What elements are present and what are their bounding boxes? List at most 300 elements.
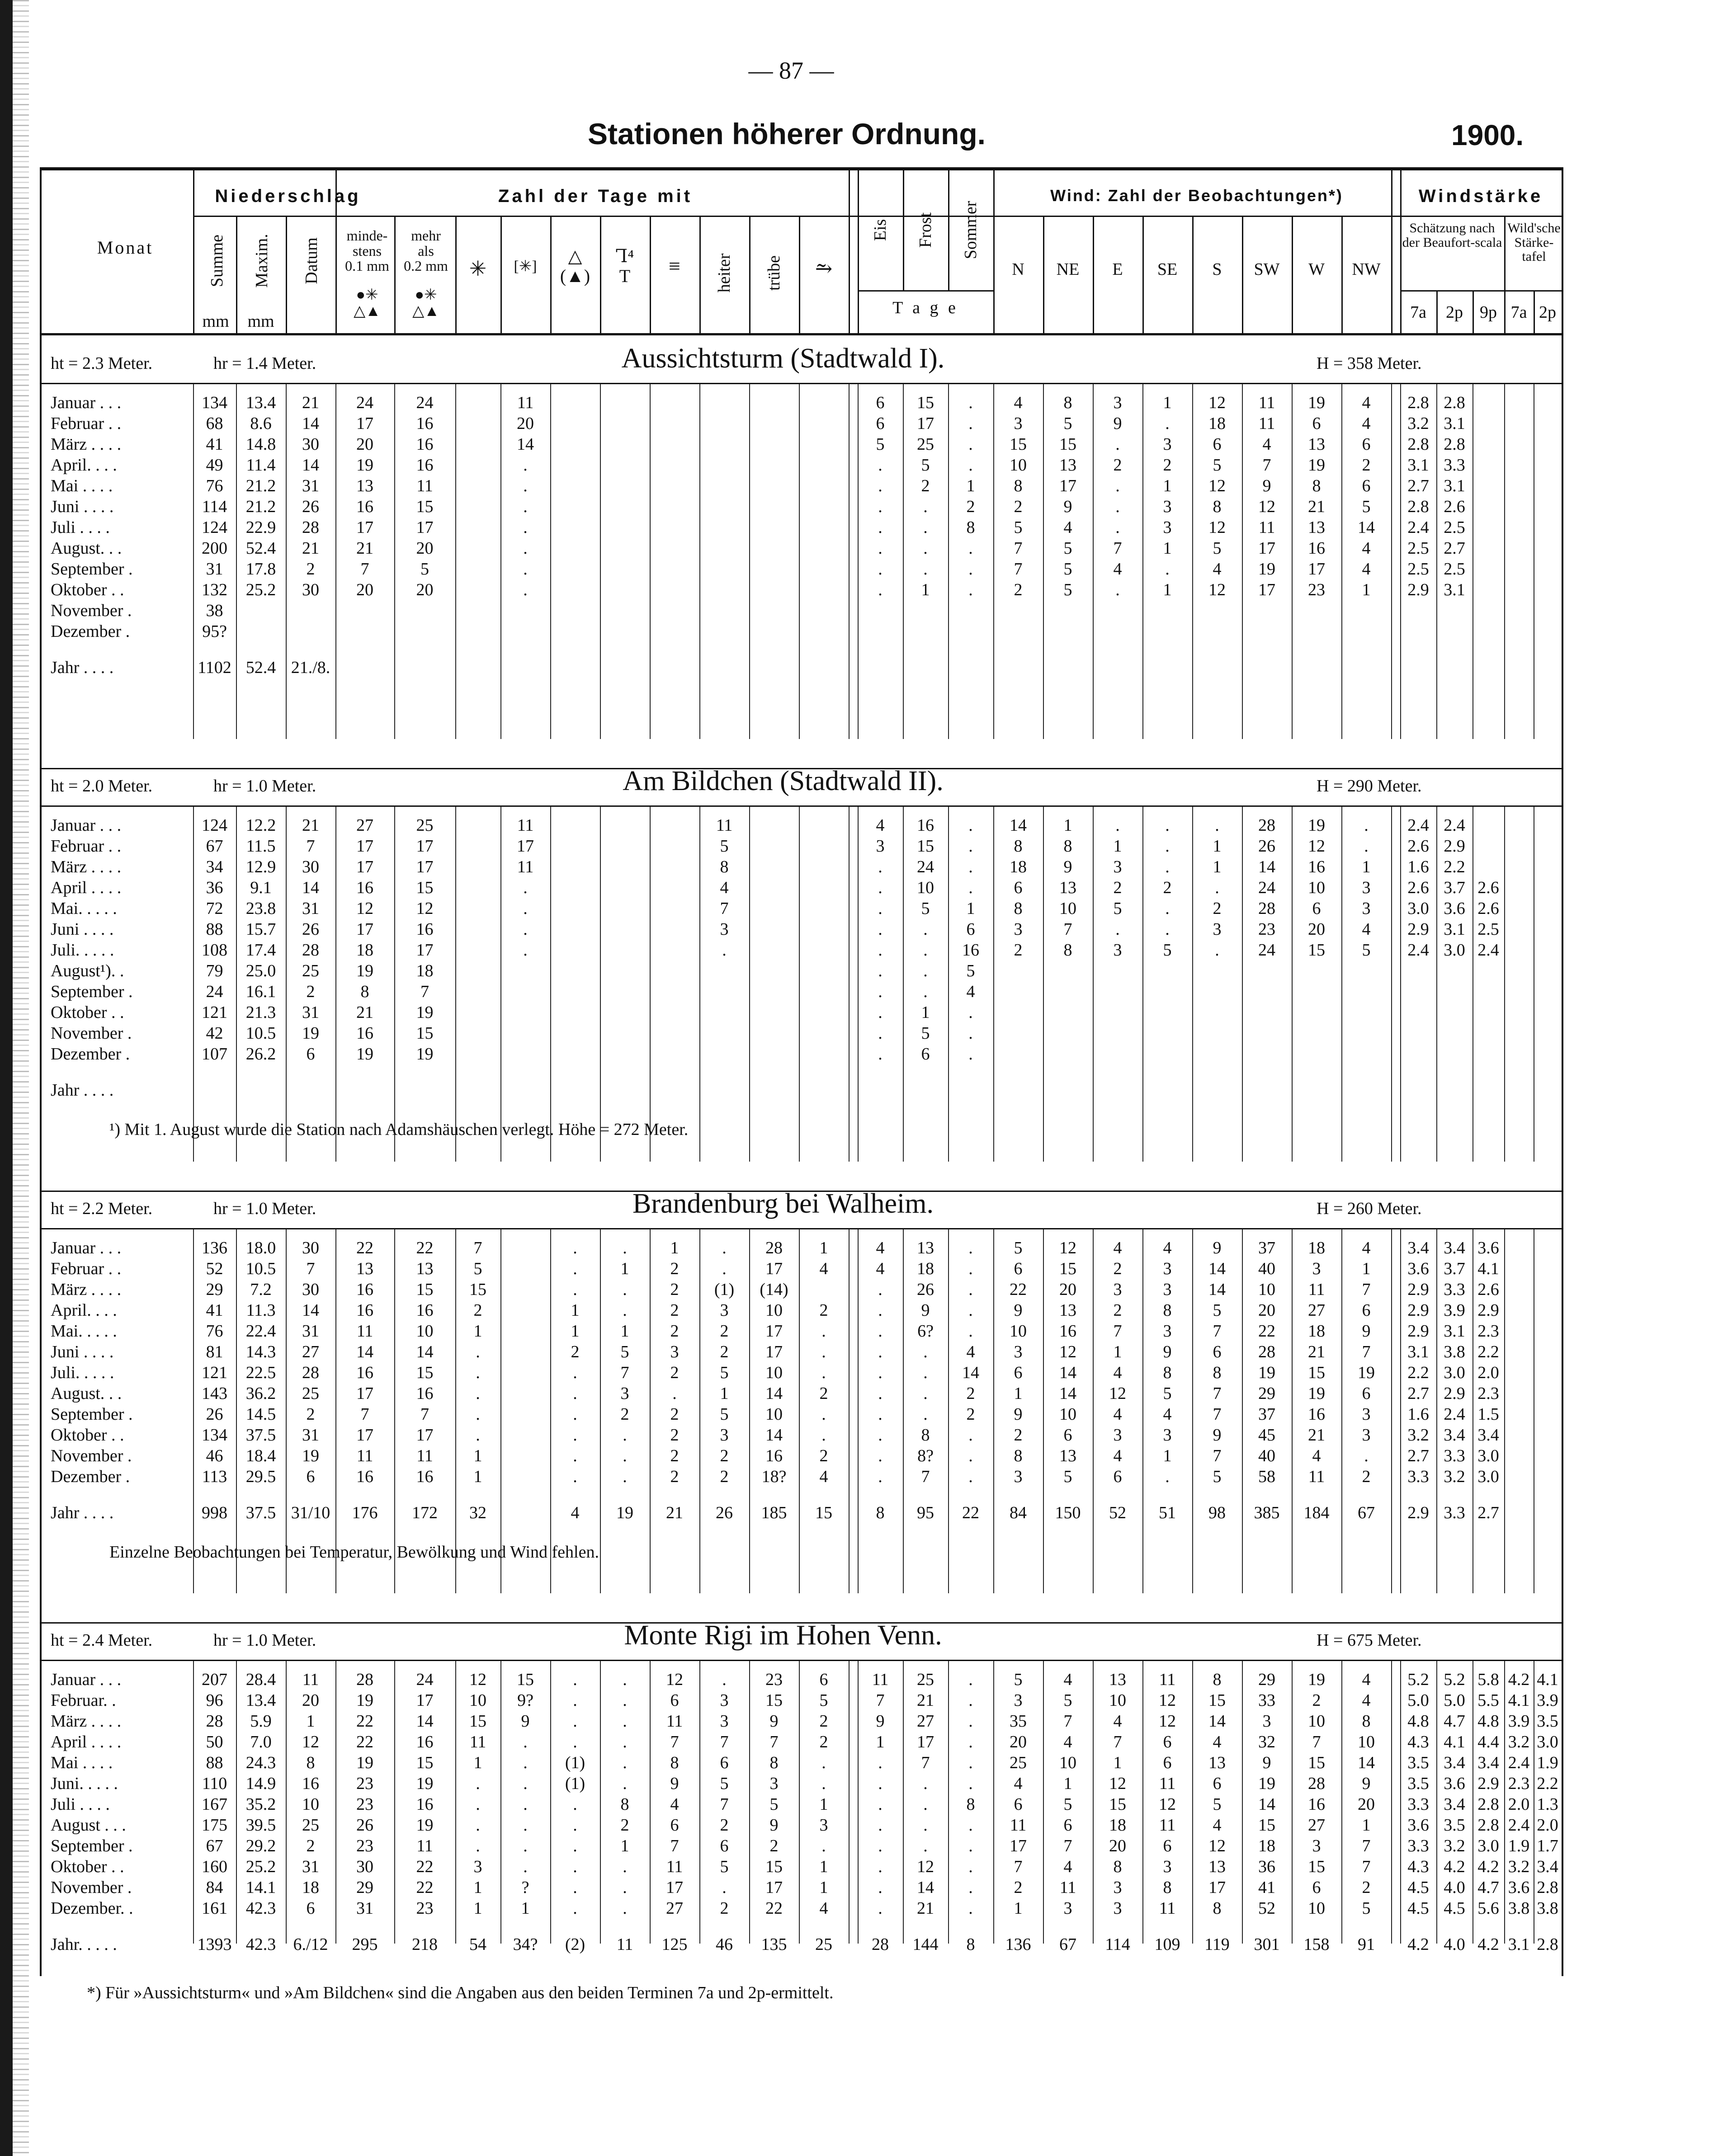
- table-cell: 5: [1213, 539, 1222, 558]
- table-cell: 18: [1010, 857, 1027, 876]
- table-cell: 8: [921, 1426, 930, 1445]
- table-cell: 4.2: [1477, 1935, 1499, 1954]
- table-cell: 4: [1362, 1691, 1371, 1710]
- station-name: Am Bildchen (Stadtwald II).: [623, 766, 944, 796]
- table-cell: 12: [1208, 518, 1226, 537]
- station-hr: hr = 1.0 Meter.: [213, 777, 316, 796]
- table-cell: 84: [1010, 1503, 1027, 1522]
- table-cell: 1: [1063, 816, 1072, 835]
- table-cell: 5: [720, 1774, 729, 1793]
- table-cell: 7: [1113, 539, 1122, 558]
- table-cell: 3: [1362, 1426, 1371, 1445]
- table-cell: 3.8: [1444, 1342, 1465, 1361]
- table-cell: 1: [1163, 476, 1172, 495]
- table-cell: 2.3: [1477, 1384, 1499, 1403]
- table-cell: 136: [202, 1238, 227, 1257]
- table-cell: 1: [1014, 1899, 1023, 1918]
- table-cell: 2.9: [1407, 1322, 1429, 1341]
- table-cell: 11: [416, 1836, 433, 1855]
- table-cell: 17: [356, 518, 373, 537]
- table-cell: 25: [302, 1384, 319, 1403]
- table-cell: 2: [769, 1836, 779, 1855]
- table-cell: 22.5: [245, 1363, 276, 1382]
- table-cell: 3: [1014, 1342, 1023, 1361]
- table-cell: 9: [1213, 1426, 1222, 1445]
- table-cell: 4: [1063, 1670, 1072, 1689]
- table-cell: 16: [356, 1280, 373, 1299]
- table-cell: 5: [1213, 1795, 1222, 1814]
- month-label: Jahr . . . .: [51, 1503, 114, 1522]
- table-cell: 31: [302, 1003, 319, 1022]
- table-cell: 34?: [513, 1935, 538, 1954]
- table-cell: .: [821, 1342, 826, 1361]
- table-cell: 4.3: [1407, 1857, 1429, 1876]
- table-cell: 4: [819, 1467, 828, 1486]
- month-label: Dezember. .: [51, 1899, 133, 1918]
- table-cell: 17: [765, 1259, 783, 1278]
- table-cell: 3.1: [1444, 414, 1465, 433]
- table-cell: .: [968, 1045, 973, 1064]
- table-cell: 2.4: [1508, 1816, 1530, 1835]
- table-cell: 8: [1163, 1301, 1172, 1320]
- table-cell: 96: [206, 1691, 223, 1710]
- binding-edge: [0, 0, 13, 2156]
- table-cell: 8: [1213, 1670, 1222, 1689]
- table-cell: 9: [1362, 1322, 1371, 1341]
- table-cell: 16: [416, 456, 434, 475]
- table-cell: 8: [1213, 497, 1222, 516]
- table-cell: 15: [917, 837, 934, 856]
- summe-header: Summe: [208, 234, 227, 287]
- table-cell: 3.4: [1444, 1753, 1465, 1772]
- table-cell: 3: [876, 837, 885, 856]
- table-cell: 24: [1258, 941, 1275, 960]
- table-cell: .: [968, 1426, 973, 1445]
- table-cell: 17: [416, 1691, 434, 1710]
- table-cell: 20: [302, 1691, 319, 1710]
- table-cell: .: [523, 899, 528, 918]
- table-cell: .: [968, 1732, 973, 1751]
- table-cell: 21: [356, 539, 373, 558]
- table-cell: 32: [1258, 1732, 1275, 1751]
- table-cell: 2.5: [1407, 539, 1429, 558]
- table-cell: .: [523, 476, 528, 495]
- table-cell: 17: [765, 1322, 783, 1341]
- table-cell: 4: [819, 1259, 828, 1278]
- table-cell: 7: [420, 1405, 429, 1424]
- table-cell: 2.8: [1537, 1935, 1558, 1954]
- table-cell: 3: [670, 1342, 679, 1361]
- table-cell: 18: [416, 961, 434, 980]
- storm-icon: ⥲: [815, 257, 833, 280]
- table-cell: 17: [517, 837, 534, 856]
- table-cell: 5.8: [1477, 1670, 1499, 1689]
- table-cell: 2: [1113, 456, 1122, 475]
- table-cell: .: [1165, 1467, 1170, 1486]
- table-cell: 167: [202, 1795, 227, 1814]
- wild-header: Wild'sche Stärke-tafel: [1507, 221, 1561, 264]
- table-cell: 4.5: [1407, 1878, 1429, 1897]
- table-cell: 16: [416, 1795, 434, 1814]
- table-cell: 2: [819, 1732, 828, 1751]
- table-cell: 25: [917, 1670, 934, 1689]
- table-cell: 11: [517, 816, 534, 835]
- table-cell: 7.2: [250, 1280, 272, 1299]
- table-cell: 24: [1258, 878, 1275, 897]
- table-cell: 20: [1258, 1301, 1275, 1320]
- table-cell: 3.3: [1444, 456, 1465, 475]
- table-cell: 108: [202, 941, 227, 960]
- table-cell: .: [878, 518, 883, 537]
- table-cell: 11: [872, 1670, 889, 1689]
- table-cell: 4: [1113, 1446, 1122, 1465]
- table-cell: 19: [416, 1003, 434, 1022]
- table-cell: 15: [1308, 941, 1325, 960]
- table-cell: 12: [1109, 1384, 1126, 1403]
- table-cell: 5.5: [1477, 1691, 1499, 1710]
- table-cell: 5.9: [250, 1712, 272, 1731]
- table-cell: 27: [356, 816, 373, 835]
- table-cell: 18: [356, 941, 373, 960]
- table-cell: 16: [1059, 1322, 1076, 1341]
- month-label: Januar . . .: [51, 393, 122, 412]
- table-cell: 5: [819, 1691, 828, 1710]
- table-cell: 13: [1308, 435, 1325, 454]
- month-label: Dezember .: [51, 1045, 130, 1064]
- table-cell: 13: [1059, 1446, 1076, 1465]
- table-cell: .: [968, 456, 973, 475]
- table-cell: 5: [769, 1795, 779, 1814]
- table-cell: (2): [565, 1935, 585, 1954]
- table-cell: 200: [202, 539, 227, 558]
- table-cell: .: [878, 1280, 883, 1299]
- table-cell: 67: [206, 1836, 223, 1855]
- table-cell: 2.5: [1407, 560, 1429, 579]
- month-row: [42, 1836, 1562, 1856]
- table-cell: .: [1165, 857, 1170, 876]
- table-cell: 14: [765, 1426, 783, 1445]
- table-cell: 26: [1258, 837, 1275, 856]
- table-cell: 21: [1308, 497, 1325, 516]
- table-cell: .: [968, 1774, 973, 1793]
- table-cell: 5: [420, 560, 429, 579]
- table-cell: .: [573, 1259, 577, 1278]
- table-cell: 7: [1362, 1280, 1371, 1299]
- table-cell: 3.5: [1537, 1712, 1558, 1731]
- month-row: [42, 1342, 1562, 1362]
- table-cell: 28: [1258, 899, 1275, 918]
- table-cell: .: [878, 1878, 883, 1897]
- table-cell: 1: [1213, 837, 1222, 856]
- table-cell: 4: [1362, 539, 1371, 558]
- frost-header: Frost: [916, 212, 935, 248]
- table-cell: .: [476, 1836, 480, 1855]
- table-cell: 22.9: [245, 518, 276, 537]
- table-cell: .: [878, 1816, 883, 1835]
- table-cell: .: [523, 580, 528, 599]
- table-cell: 3.0: [1477, 1467, 1499, 1486]
- mehr-als-header: mehr als 0.2 mm: [404, 227, 448, 274]
- table-cell: 2: [670, 1322, 679, 1341]
- table-cell: 4.5: [1407, 1899, 1429, 1918]
- table-cell: 1: [1362, 1259, 1371, 1278]
- table-cell: 1: [473, 1899, 482, 1918]
- table-cell: 28: [765, 1238, 783, 1257]
- table-cell: 6: [306, 1899, 315, 1918]
- table-cell: 1: [1113, 837, 1122, 856]
- table-cell: 28: [872, 1935, 889, 1954]
- table-cell: 41: [1258, 1878, 1275, 1897]
- table-cell: 6: [1362, 435, 1371, 454]
- wild-term-2p: 2p: [1539, 303, 1556, 322]
- table-cell: 2.6: [1444, 497, 1465, 516]
- term-9p: 9p: [1480, 303, 1497, 322]
- table-cell: 9: [1014, 1301, 1023, 1320]
- table-cell: 12: [666, 1670, 683, 1689]
- table-cell: 2.9: [1444, 1384, 1465, 1403]
- table-cell: 3.3: [1444, 1503, 1465, 1522]
- station-rule: [42, 1228, 1562, 1229]
- table-cell: .: [878, 1446, 883, 1465]
- table-cell: 17: [917, 414, 934, 433]
- table-cell: .: [573, 1363, 577, 1382]
- table-cell: .: [573, 1426, 577, 1445]
- table-cell: 295: [352, 1935, 378, 1954]
- table-cell: .: [878, 476, 883, 495]
- table-cell: .: [523, 1753, 528, 1772]
- table-cell: 2.4: [1477, 941, 1499, 960]
- table-cell: 8: [1063, 941, 1072, 960]
- table-cell: (1): [565, 1753, 585, 1772]
- table-cell: 3: [1163, 1426, 1172, 1445]
- month-row: [42, 517, 1562, 538]
- table-cell: 1: [1362, 857, 1371, 876]
- table-cell: 30: [302, 435, 319, 454]
- table-cell: .: [1165, 899, 1170, 918]
- table-cell: (1): [565, 1774, 585, 1793]
- table-cell: 19: [356, 1691, 373, 1710]
- table-cell: 2.5: [1444, 518, 1465, 537]
- table-cell: 15: [416, 1024, 434, 1043]
- table-cell: .: [878, 920, 883, 939]
- table-cell: 14: [765, 1384, 783, 1403]
- station-height: H = 290 Meter.: [1317, 777, 1422, 796]
- table-cell: 17: [1059, 476, 1076, 495]
- table-cell: 18?: [761, 1467, 787, 1486]
- table-cell: 6: [1163, 1836, 1172, 1855]
- table-cell: 46: [716, 1935, 733, 1954]
- table-cell: 12: [1059, 1342, 1076, 1361]
- table-cell: 124: [202, 518, 227, 537]
- table-cell: 17: [917, 1732, 934, 1751]
- table-cell: 2.0: [1508, 1795, 1530, 1814]
- table-cell: 7: [1063, 1712, 1072, 1731]
- table-cell: .: [573, 1446, 577, 1465]
- table-cell: 2.6: [1477, 899, 1499, 918]
- month-row: [42, 1732, 1562, 1752]
- table-cell: 4: [1063, 1857, 1072, 1876]
- table-cell: .: [821, 1322, 826, 1341]
- table-cell: 16: [416, 1384, 434, 1403]
- station-rule: [42, 383, 1562, 384]
- table-cell: 37: [1258, 1238, 1275, 1257]
- table-cell: 4: [1113, 1405, 1122, 1424]
- table-cell: 3: [1113, 857, 1122, 876]
- table-cell: 8: [966, 518, 975, 537]
- station-name: Aussichtsturm (Stadtwald I).: [621, 343, 945, 374]
- table-cell: 12: [1208, 580, 1226, 599]
- table-cell: 1: [819, 1238, 828, 1257]
- table-cell: 114: [202, 497, 227, 516]
- table-cell: 33: [1258, 1691, 1275, 1710]
- table-cell: 207: [202, 1670, 227, 1689]
- month-label: Februar. .: [51, 1691, 116, 1710]
- table-cell: 2.4: [1508, 1753, 1530, 1772]
- table-cell: 45: [1258, 1426, 1275, 1445]
- table-cell: .: [878, 1753, 883, 1772]
- table-cell: 28: [302, 1363, 319, 1382]
- table-cell: 113: [202, 1467, 227, 1486]
- station-footnote: *) Für »Aussichtsturm« und »Am Bildchen« sind die Angaben aus den beiden Terminen 7a und 2p-ermittelt.: [87, 1983, 834, 2002]
- month-label: November .: [51, 1878, 132, 1897]
- table-cell: 2.3: [1477, 1322, 1499, 1341]
- table-cell: 1: [819, 1795, 828, 1814]
- table-cell: .: [968, 1712, 973, 1731]
- month-row: [42, 898, 1562, 919]
- table-cell: 22: [416, 1878, 434, 1897]
- table-cell: .: [821, 1836, 826, 1855]
- table-cell: 19: [1308, 1384, 1325, 1403]
- month-label: Mai . . . .: [51, 476, 113, 495]
- table-cell: 6: [1312, 1878, 1321, 1897]
- table-cell: 9: [769, 1816, 779, 1835]
- month-label: Juni . . . .: [51, 497, 114, 516]
- table-cell: 11: [666, 1712, 683, 1731]
- table-cell: 16: [416, 1467, 434, 1486]
- table-cell: 2: [620, 1816, 629, 1835]
- table-cell: 10: [302, 1795, 319, 1814]
- table-cell: .: [968, 539, 973, 558]
- table-cell: 2.6: [1407, 878, 1429, 897]
- table-cell: 11: [517, 857, 534, 876]
- table-cell: 3: [1213, 920, 1222, 939]
- table-cell: 24: [416, 393, 434, 412]
- month-row: [42, 981, 1562, 1002]
- table-cell: 24: [356, 393, 373, 412]
- table-cell: 5: [1163, 941, 1172, 960]
- table-cell: 7: [1014, 560, 1023, 579]
- table-cell: 135: [761, 1935, 787, 1954]
- table-cell: .: [476, 1405, 480, 1424]
- table-cell: 28: [1308, 1774, 1325, 1793]
- month-label: April. . . .: [51, 1301, 117, 1320]
- table-cell: 12.2: [245, 816, 276, 835]
- table-cell: 76: [206, 476, 223, 495]
- table-cell: 8.6: [250, 414, 272, 433]
- table-cell: 16: [356, 1363, 373, 1382]
- term-2p: 2p: [1446, 303, 1463, 322]
- table-cell: 1: [473, 1322, 482, 1341]
- table-cell: .: [573, 1878, 577, 1897]
- table-cell: 12: [1308, 837, 1325, 856]
- table-cell: .: [968, 1857, 973, 1876]
- month-label: September .: [51, 1405, 133, 1424]
- table-cell: 3.2: [1508, 1732, 1530, 1751]
- station-height: H = 358 Meter.: [1317, 354, 1422, 373]
- table-cell: 17.4: [245, 941, 276, 960]
- month-row: [42, 1466, 1562, 1487]
- sleet-icon: [✳]: [514, 258, 537, 275]
- mm-label-maxim: mm: [247, 312, 274, 331]
- table-cell: .: [878, 1301, 883, 1320]
- table-cell: 184: [1303, 1503, 1330, 1522]
- table-cell: .: [923, 1405, 928, 1424]
- table-cell: .: [878, 539, 883, 558]
- table-cell: .: [968, 560, 973, 579]
- table-cell: 109: [1154, 1935, 1180, 1954]
- table-cell: 25.2: [245, 1857, 276, 1876]
- table-cell: .: [968, 393, 973, 412]
- table-cell: .: [1115, 580, 1120, 599]
- month-row: [42, 538, 1562, 559]
- table-cell: 5: [876, 435, 885, 454]
- table-cell: .: [1165, 837, 1170, 856]
- table-cell: 18.0: [245, 1238, 276, 1257]
- page-year: 1900.: [1451, 119, 1524, 151]
- table-cell: 11: [1308, 1467, 1325, 1486]
- table-cell: 2: [670, 1363, 679, 1382]
- table-cell: 172: [412, 1503, 438, 1522]
- table-cell: 4: [1362, 393, 1371, 412]
- table-cell: 23.8: [245, 899, 276, 918]
- table-cell: 5: [1063, 539, 1072, 558]
- table-cell: 21./8.: [291, 658, 330, 677]
- table-cell: 6./12: [293, 1935, 328, 1954]
- month-label: Juli. . . . .: [51, 1363, 114, 1382]
- table-cell: 3: [1113, 393, 1122, 412]
- table-cell: 25: [416, 816, 434, 835]
- table-cell: 5.0: [1407, 1691, 1429, 1710]
- wind-dir-sw: SW: [1254, 260, 1280, 279]
- table-cell: .: [878, 961, 883, 980]
- table-cell: 6: [921, 1045, 930, 1064]
- table-cell: 11: [356, 1446, 373, 1465]
- table-cell: 143: [202, 1384, 227, 1403]
- table-cell: 4.2: [1477, 1857, 1499, 1876]
- table-cell: 2.2: [1537, 1774, 1558, 1793]
- table-cell: .: [623, 1426, 627, 1445]
- table-cell: 2.4: [1407, 816, 1429, 835]
- table-cell: 67: [1059, 1935, 1076, 1954]
- table-cell: 185: [761, 1503, 787, 1522]
- table-cell: 6: [1163, 1753, 1172, 1772]
- month-label: August¹). .: [51, 961, 124, 980]
- table-cell: 14.9: [245, 1774, 276, 1793]
- table-cell: 5: [1063, 560, 1072, 579]
- table-cell: 20: [356, 435, 373, 454]
- table-cell: 22: [1010, 1280, 1027, 1299]
- table-cell: 3.2: [1407, 414, 1429, 433]
- wind-dir-w: W: [1308, 260, 1325, 279]
- table-cell: 25: [815, 1935, 832, 1954]
- table-cell: 6: [819, 1670, 828, 1689]
- table-cell: 1: [670, 1238, 679, 1257]
- table-cell: 2.4: [1444, 1405, 1465, 1424]
- month-label: Februar . .: [51, 837, 122, 856]
- table-cell: .: [878, 1795, 883, 1814]
- table-cell: .: [968, 857, 973, 876]
- table-cell: 3: [1113, 1426, 1122, 1445]
